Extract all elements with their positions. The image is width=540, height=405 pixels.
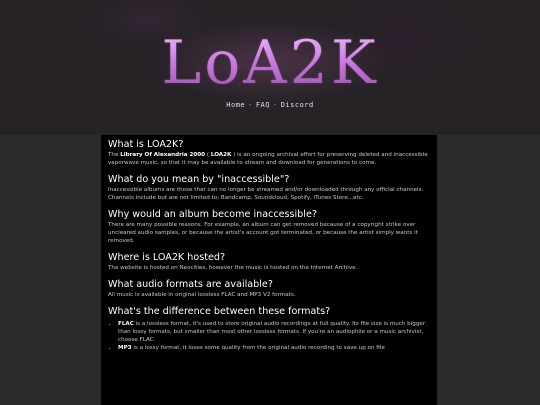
faq-answer <box>108 151 430 167</box>
top-nav <box>0 101 540 109</box>
faq-question: Why would an album become inaccessible? <box>108 209 317 220</box>
list-item <box>118 320 430 344</box>
faq-section-format-difference <box>108 306 430 352</box>
nav-home-link[interactable]: Home <box>226 101 246 109</box>
answer-text: The <box>108 152 121 158</box>
format-term: FLAC <box>118 321 134 327</box>
format-list <box>108 320 430 352</box>
faq-content-panel <box>101 135 437 405</box>
faq-question: What do you mean by "inaccessible"? <box>108 174 290 185</box>
faq-section-inaccessible <box>108 174 430 202</box>
faq-question: Where is LOA2K hosted? <box>108 252 226 263</box>
format-description: is a lossy format, it loses some quality from the original audio recording to save up on file <box>131 345 385 351</box>
faq-answer: There are many possible reasons. For example, an album can get removed because of a copyright strike over uncleared audio samples, or because the artist's account got terminated, or because the artist simply wants it removed. <box>108 222 418 244</box>
faq-answer: All music is available in original lossless FLAC and MP3 V2 formats. <box>108 292 296 298</box>
list-item <box>118 344 430 352</box>
header-banner <box>0 0 540 135</box>
answer-bold: Library Of Alexandria 2000 <box>120 152 206 158</box>
faq-question: What's the difference between these formats? <box>108 306 331 317</box>
format-term: MP3 <box>118 345 132 351</box>
nav-separator: - <box>248 101 253 109</box>
faq-section-why-inaccessible <box>108 209 430 245</box>
answer-text: ) is an ongoing archival effort for preserving deleted and inaccessible vaporwave music, so that it may be available to stream and download for generations to come. <box>108 152 428 166</box>
answer-bold: LOA2K <box>210 152 232 158</box>
faq-question: What is LOA2K? <box>108 139 184 150</box>
faq-question: What audio formats are available? <box>108 279 273 290</box>
faq-section-what-is <box>108 139 430 167</box>
faq-section-hosting <box>108 252 430 272</box>
site-logo: LoA2K <box>0 28 540 98</box>
answer-text: ( <box>205 152 211 158</box>
nav-discord-link[interactable]: Discord <box>280 101 314 109</box>
nav-faq-link[interactable]: FAQ <box>255 101 270 109</box>
nav-separator: - <box>273 101 278 109</box>
faq-answer: Inaccessible albums are those that can no longer be streamed and/or downloaded through any official channels. Channels include but are not limited to; Bandcamp, Soundcloud, Spotify, iTunes Store...etc. <box>108 187 424 201</box>
faq-section-formats <box>108 279 430 299</box>
format-description: is a lossless format, it's used to store original audio recordings at full quality. Its file size is much bigger than lossy formats, but smaller than most other lossless formats. If you're an audiophile or a music archivist, choose FLAC. <box>118 321 426 343</box>
faq-answer: The website is hosted on Neocities, however the music is hosted on the Internet Archive. <box>108 265 358 271</box>
